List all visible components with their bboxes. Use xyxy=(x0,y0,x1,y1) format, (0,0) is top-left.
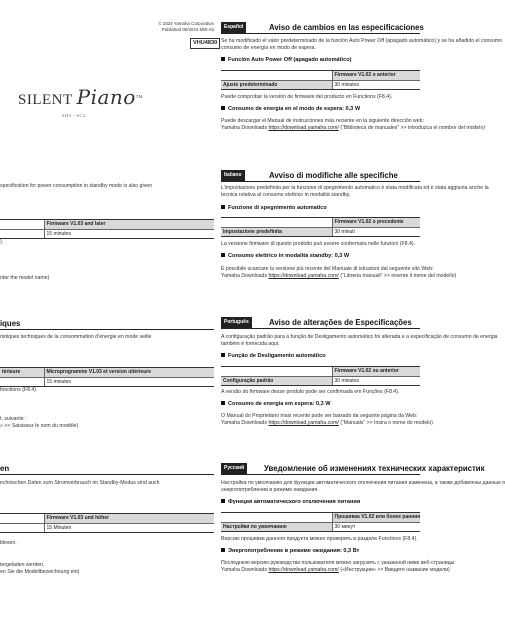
square-bullet-icon xyxy=(221,253,225,257)
ru-download-1: Последнюю версию руководства пользователя можно загрузить с указанной ниже веб-страницы: xyxy=(221,560,456,566)
ru-bullet-standby: Энергопотребление в режиме ожидания: 0,3 Вт xyxy=(221,548,420,555)
de-title-rule xyxy=(0,474,214,475)
pt-section-title: Aviso de alterações de Especificações xyxy=(269,318,412,327)
es-table-header: Firmware V1.02 o anterior xyxy=(332,71,420,81)
it-download-2: Yamaha Downloads https://download.yamaha.com/ (“Libreria manuali” >> inserire il nome del modello) xyxy=(221,273,457,279)
de-note: blesen. xyxy=(0,540,17,546)
pt-intro-2: também é fornecida aqui. xyxy=(221,341,280,347)
fr-note: fonctions (F8.4). xyxy=(0,387,38,393)
it-table-label: Impostazione predefinita xyxy=(221,227,332,237)
fr-download-2: » >> Saisissez le nom du modèle) xyxy=(0,423,79,429)
es-download-link[interactable]: https://download.yamaha.com/ xyxy=(268,125,339,131)
logo-tm: TM xyxy=(135,94,143,99)
fr-intro: ristiques techniques de la consommation d’énergie en mode veille xyxy=(0,334,152,340)
it-bullet-auto-power-off: Funzione di spegnimento automatico xyxy=(221,205,420,212)
fr-table-value: 15 minutes xyxy=(44,377,214,387)
pt-section-header xyxy=(221,317,420,328)
pt-table-label: Configuração padrão xyxy=(221,376,332,386)
ru-table-value: 30 минут xyxy=(332,522,420,532)
square-bullet-icon xyxy=(221,106,225,110)
it-download-1: È possibile scaricare la versione più recente del Manuale di istruzioni dal seguente sito Web: xyxy=(221,266,434,272)
pt-intro-1: A configuração padrão para a função de Desligamento automático foi alterada e a especificação de consumo de energia xyxy=(221,334,498,340)
ru-table-label: Настройки по умолчанию xyxy=(221,522,332,532)
it-table-value: 30 minuti xyxy=(332,227,420,237)
logo-word: SILENT xyxy=(18,92,73,108)
de-download-1: tergeladen werden. xyxy=(0,562,45,568)
en-table-header: Firmware V1.03 and later xyxy=(44,220,214,230)
it-note: La versione firmware di questo prodotto può essere confermata nelle funzioni (F8.4). xyxy=(221,241,416,247)
es-download-2: Yamaha Downloads https://download.yamaha.com/ (“Biblioteca de manuales” >> introduzca el nombre del modelo) xyxy=(221,125,486,131)
ru-download-link[interactable]: https://download.yamaha.com/ xyxy=(268,567,339,573)
it-bullet-standby: Consumo elettrico in modalità standby: 0,3 W xyxy=(221,253,420,260)
es-note: Puede comprobar la versión de firmware del producto en Functions (F8.4). xyxy=(221,94,393,100)
en-table-value: 15 minutes xyxy=(44,229,214,239)
fr-download-1: t, suivante : xyxy=(0,416,27,422)
es-table-value: 30 minutos xyxy=(332,80,420,90)
ru-intro-1: Настройка по умолчанию для функции автоматического отключения питания изменена, а также добавлены данные о xyxy=(221,480,505,486)
pt-download-1: O Manual do Proprietário mais recente pode ser baixado da seguinte página da Web: xyxy=(221,413,418,419)
it-section-header xyxy=(221,170,420,181)
de-section-title: en xyxy=(0,464,10,473)
fr-table-header: Microprogramme V1.03 et version ultérieure xyxy=(44,368,214,378)
square-bullet-icon xyxy=(221,548,225,552)
square-bullet-icon xyxy=(221,205,225,209)
pt-table-header: Firmware V1.02 ou anterior xyxy=(332,367,420,377)
es-section-title: Aviso de cambios en las especificaciones xyxy=(269,23,424,32)
es-table-label: Ajuste predeterminado xyxy=(221,80,332,90)
de-table-value: 15 Minuten xyxy=(44,523,214,533)
ru-intro-2: энергопотреблении в режиме ожидания. xyxy=(221,487,319,493)
de-download-2: en Sie die Modellbezeichnung ein) xyxy=(0,569,80,575)
it-intro-1: L’impostazione predefinita per la funzione di spegnimento automatico è stata modificata ed è stata aggiunta anche la xyxy=(221,185,489,191)
ru-bullet-auto-power-off: Функция автоматического отключения питания xyxy=(221,499,420,506)
fr-section-header xyxy=(0,318,214,329)
logo-models: SH3 / SC3 xyxy=(62,113,86,118)
de-intro: echnischen Daten zum Stromverbrauch im Standby-Modus sind auch xyxy=(0,480,160,486)
es-bullet-auto-power-off: Función Auto Power Off (apagado automático) xyxy=(221,57,420,64)
pt-title-rule xyxy=(221,328,420,329)
es-lang-tab: Español xyxy=(221,22,246,33)
de-spec-table xyxy=(0,513,214,533)
it-spec-table xyxy=(221,217,420,237)
square-bullet-icon xyxy=(221,401,225,405)
ru-spec-table xyxy=(221,512,420,532)
pt-bullet-standby: Consumo de energia em espera: 0,3 W xyxy=(221,401,420,408)
pt-spec-table xyxy=(221,366,420,386)
fr-section-title: iques xyxy=(0,319,21,328)
square-bullet-icon xyxy=(221,499,225,503)
ru-section-title: Уведомление об изменениях технических характеристик xyxy=(264,464,485,473)
it-download-link[interactable]: https://download.yamaha.com/ xyxy=(268,273,339,279)
en-intro: specification for power consumption in standby mode is also given xyxy=(0,183,152,189)
es-title-rule xyxy=(221,33,420,34)
es-intro-2: consumo de energía en modo de espera. xyxy=(221,45,316,51)
pt-table-value: 30 minutos xyxy=(332,376,420,386)
pt-lang-tab: Português xyxy=(221,317,252,328)
it-title-rule xyxy=(221,181,420,182)
pt-download-link[interactable]: https://download.yamaha.com/ xyxy=(268,420,339,426)
es-bullet-standby: Consumo de energía en el modo de espera: 0,3 W xyxy=(221,106,420,113)
document-code: VHU4830 xyxy=(190,38,220,49)
it-intro-2: tecnica relativa al consumo elettrico in modalità standby. xyxy=(221,192,351,198)
it-table-header: Firmware V1.02 o precedente xyxy=(332,218,420,228)
pt-bullet-auto-power-off: Função de Desligamento automático xyxy=(221,353,420,360)
es-spec-table xyxy=(221,70,420,90)
fr-spec-table xyxy=(0,367,214,387)
logo-script: Piano xyxy=(76,85,136,109)
es-intro-1: Se ha modificado el valor predeterminado de la función Auto Power Off (apagado automático) y se ha añadido el consumo xyxy=(221,38,503,44)
en-note: ). xyxy=(0,239,4,245)
de-table-header: Firmware V1.03 und höher xyxy=(44,514,214,524)
ru-table-header: Прошивка V1.02 или более ранняя xyxy=(332,513,420,523)
square-bullet-icon xyxy=(221,57,225,61)
ru-lang-tab: Русский xyxy=(221,463,247,474)
pt-note: A versão do firmware desse produto pode ser confirmada em Funções (F8.4). xyxy=(221,389,400,395)
pt-download-2: Yamaha Downloads https://download.yamaha.com/ (“Manuals” >> Insira o nome do modelo) xyxy=(221,420,433,426)
copyright-line: © 2024 Yamaha Corporation xyxy=(158,21,214,26)
ru-note: Версию прошивки данного продукта можно проверить в разделе Functions (F8.4). xyxy=(221,536,418,542)
es-download-1: Puede descargar el Manual de instrucciones más reciente en la siguiente dirección web: xyxy=(221,118,425,124)
it-section-title: Avviso di modifiche alle specifiche xyxy=(269,171,398,180)
ru-section-header xyxy=(221,463,485,474)
silent-piano-logo xyxy=(18,85,143,109)
ru-download-2: Yamaha Downloads https://download.yamaha.com/ («Инструкции» >> Введите название модели) xyxy=(221,567,450,573)
en-download: nter the model name) xyxy=(0,275,50,281)
published-line: Published 06/2024 MW-A0 xyxy=(161,27,214,32)
de-section-header xyxy=(0,463,214,474)
ru-title-rule xyxy=(221,474,420,475)
square-bullet-icon xyxy=(221,353,225,357)
fr-title-rule xyxy=(0,329,214,330)
it-lang-tab: Italiano xyxy=(221,170,245,181)
fr-table-header-left: térieure xyxy=(0,368,44,378)
en-spec-table xyxy=(0,219,214,239)
es-section-header xyxy=(221,22,424,33)
